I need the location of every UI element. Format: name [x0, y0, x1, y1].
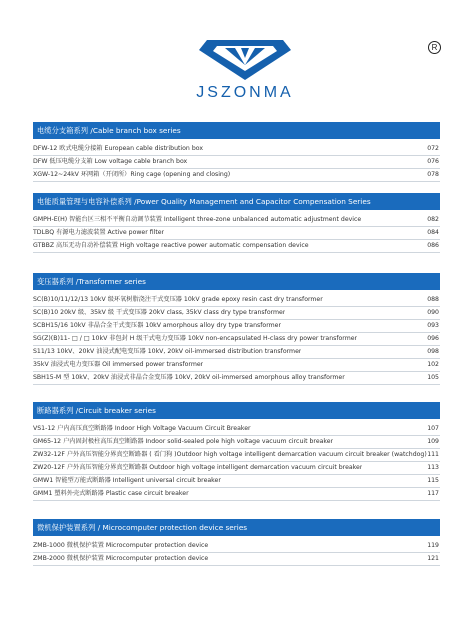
list-item[interactable] [33, 423, 440, 436]
list-item[interactable] [33, 488, 440, 501]
section-cable-branch-box [33, 122, 440, 182]
item-page: 111 [427, 451, 439, 458]
item-text: 35kV 油浸式电力变压器 Oil immersed power transformer [33, 361, 204, 368]
list-item[interactable] [33, 169, 440, 182]
item-text: ZW32-12F 户外高压智能分界真空断路器 ( 看门狗 )Outdoor high voltage intelligent demarcation vacuum circuit breaker (watchdog) [33, 451, 427, 458]
section-title: 断路器系列 /Circuit breaker series [33, 402, 440, 419]
section-circuit-breaker [33, 402, 440, 501]
list-item[interactable] [33, 227, 440, 240]
item-page: 093 [427, 322, 439, 329]
list-item[interactable] [33, 156, 440, 169]
item-page: 082 [427, 216, 439, 223]
item-page: 098 [427, 348, 439, 355]
section-title: 微机保护装置系列 / Microcomputer protection device series [33, 519, 440, 536]
section-transformer [33, 273, 440, 385]
list-item[interactable] [33, 294, 440, 307]
item-text: SG(Z)(B)11- □ / □ 10kV 非包封 H 级干式电力变压器 10kV non-encapsulated H-class dry power transformer [33, 335, 358, 342]
item-text: S11/13 10kV、20kV 油浸式配电变压器 10kV, 20kV oil-immersed distribution transformer [33, 348, 302, 355]
item-text: GMPH-E(H) 智能台区三相不平衡自动调节装置 Intelligent three-zone unbalanced automatic adjustment device [33, 216, 362, 223]
item-text: SCBH15/16 10kV 非晶合金干式变压器 10kV amorphous alloy dry type transformer [33, 322, 282, 329]
item-page: 115 [427, 477, 439, 484]
item-page: 084 [427, 229, 439, 236]
list-item[interactable] [33, 475, 440, 488]
item-text: SC(B)10 20kV 级、35kV 级 干式变压器 20kV class, 35kV class dry type transformer [33, 309, 286, 316]
item-page: 090 [427, 309, 439, 316]
section-title: 变压器系列 /Transformer series [33, 273, 440, 290]
item-page: 109 [427, 438, 439, 445]
list-item[interactable] [33, 372, 440, 385]
list-item[interactable] [33, 359, 440, 372]
item-page: 121 [427, 555, 439, 562]
section-microcomputer-protection [33, 519, 440, 566]
list-item[interactable] [33, 449, 440, 462]
list-item[interactable] [33, 333, 440, 346]
list-item[interactable] [33, 214, 440, 227]
item-text: TDLBQ 有源电力滤波装置 Active power filter [33, 229, 165, 236]
item-text: DFW 低压电缆分支箱 Low voltage cable branch box [33, 158, 188, 165]
item-page: 076 [427, 158, 439, 165]
section-title: 电能质量管理与电容补偿系列 /Power Quality Management and Capacitor Compensation Series [33, 193, 440, 210]
item-text: ZW20-12F 户外高压智能分界真空断路器 Outdoor high voltage intelligent demarcation vacuum circuit breaker [33, 464, 363, 471]
list-item[interactable] [33, 320, 440, 333]
item-page: 105 [427, 374, 439, 381]
section-title: 电缆分支箱系列 /Cable branch box series [33, 122, 440, 139]
item-page: 078 [427, 171, 439, 178]
brand-logo [178, 38, 312, 102]
list-item[interactable] [33, 240, 440, 253]
list-item[interactable] [33, 553, 440, 566]
item-text: DFW-12 欧式电缆分接箱 European cable distribution box [33, 145, 204, 152]
item-text: SC(B)10/11/12/13 10kV 级环氧树脂浇注干式变压器 10kV grade epoxy resin cast dry transformer [33, 296, 323, 303]
list-item[interactable] [33, 307, 440, 320]
section-power-quality [33, 193, 440, 253]
registered-mark: R [428, 41, 441, 54]
item-page: 113 [427, 464, 439, 471]
item-text: SBH15-M 型 10kV、20kV 油浸式非晶合金变压器 10kV, 20kV oil-immersed amorphous alloy transformer [33, 374, 345, 381]
item-page: 107 [427, 425, 439, 432]
list-item[interactable] [33, 346, 440, 359]
item-text: VS1-12 户内高压真空断路器 Indoor High Voltage Vacuum Circuit Breaker [33, 425, 251, 432]
item-text: XGW-12~24kV 环网箱（开闭所）Ring cage (opening and closing) [33, 171, 231, 178]
list-item[interactable] [33, 462, 440, 475]
item-text: ZMB-2000 微机保护装置 Microcomputer protection device [33, 555, 209, 562]
item-page: 117 [427, 490, 439, 497]
item-text: ZMB-1000 微机保护装置 Microcomputer protection device [33, 542, 209, 549]
list-item[interactable] [33, 436, 440, 449]
item-page: 119 [427, 542, 439, 549]
item-page: 096 [427, 335, 439, 342]
item-text: GMM1 塑料外壳式断路器 Plastic case circuit breaker [33, 490, 189, 497]
item-text: GMW1 智能型万能式断路器 Intelligent universal circuit breaker [33, 477, 221, 484]
item-page: 088 [427, 296, 439, 303]
item-text: GM65-12 户内固封极柱高压真空断路器 Indoor solid-sealed pole high voltage vacuum circuit breaker [33, 438, 334, 445]
item-page: 086 [427, 242, 439, 249]
brand-name: JSZONMA [196, 84, 294, 101]
item-page: 102 [427, 361, 439, 368]
list-item[interactable] [33, 540, 440, 553]
logo-mark-icon [195, 38, 295, 82]
list-item[interactable] [33, 143, 440, 156]
item-text: GTBBZ 高压无功自动补偿装置 High voltage reactive power automatic compensation device [33, 242, 309, 249]
item-page: 072 [427, 145, 439, 152]
